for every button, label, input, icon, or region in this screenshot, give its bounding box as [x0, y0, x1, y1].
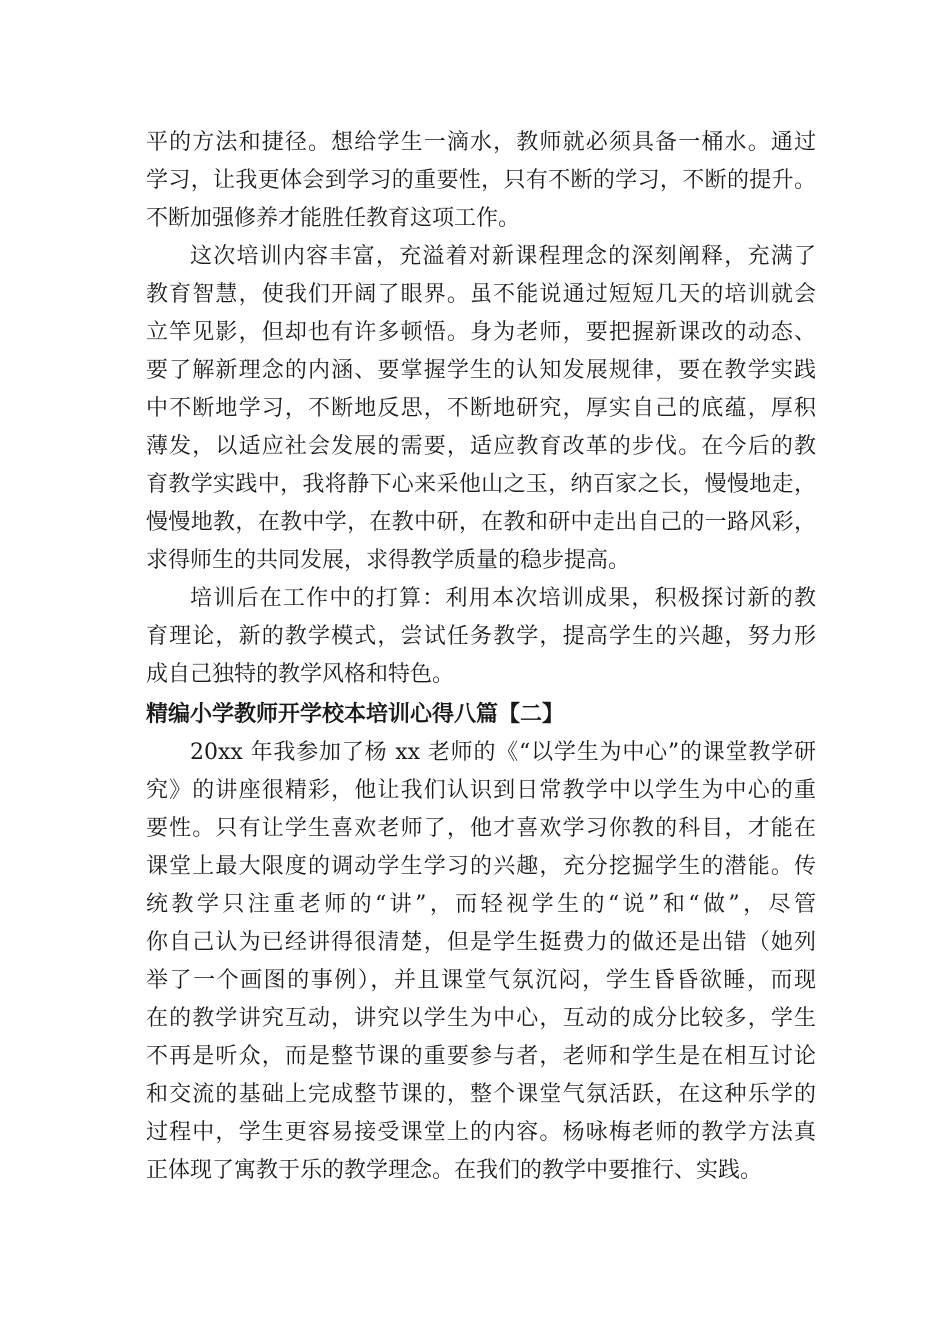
- section-heading: 精编小学教师开学校本培训心得八篇【二】: [146, 702, 565, 727]
- paragraph-1-line-1: 平的方法和捷径。想给学生一滴水，教师就必须具备一桶水。通过: [146, 130, 816, 155]
- paragraph-4-line-7: 举了一个画图的事例），并且课堂气氛沉闷，学生昏昏欲睡，而现: [146, 968, 816, 993]
- paragraph-1-line-3: 不断加强修养才能胜任教育这项工作。: [146, 206, 521, 231]
- paragraph-4-line-4: 课堂上最大限度的调动学生学习的兴趣，充分挖掘学生的潜能。传: [146, 854, 816, 879]
- paragraph-4-line-11: 过程中，学生更容易接受课堂上的内容。杨咏梅老师的教学方法真: [146, 1120, 816, 1145]
- paragraph-2-line-2: 教育智慧，使我们开阔了眼界。虽不能说通过短短几天的培训就会: [146, 282, 816, 307]
- paragraph-4-line-6: 你自己认为已经讲得很清楚，但是学生挺费力的做还是出错（她列: [146, 930, 816, 955]
- paragraph-2-line-4: 要了解新理念的内涵、要掌握学生的认知发展规律，要在教学实践: [146, 358, 816, 383]
- paragraph-2-line-6: 薄发，以适应社会发展的需要，适应教育改革的步伐。在今后的教: [146, 434, 816, 459]
- paragraph-3-line-2: 育理论，新的教学模式，尝试任务教学，提高学生的兴趣，努力形: [146, 624, 816, 649]
- paragraph-4-line-10: 和交流的基础上完成整节课的，整个课堂气氛活跃，在这种乐学的: [146, 1082, 816, 1107]
- paragraph-1-line-2: 学习，让我更体会到学习的重要性，只有不断的学习，不断的提升。: [146, 168, 816, 193]
- paragraph-2-line-8: 慢慢地教，在教中学，在教中研，在教和研中走出自己的一路风彩，: [146, 510, 816, 535]
- paragraph-4-line-8: 在的教学讲究互动，讲究以学生为中心，互动的成分比较多，学生: [146, 1006, 816, 1031]
- paragraph-4-line-12: 正体现了寓教于乐的教学理念。在我们的教学中要推行、实践。: [146, 1158, 763, 1183]
- paragraph-2-line-7: 育教学实践中，我将静下心来采他山之玉，纳百家之长，慢慢地走，: [146, 472, 816, 497]
- paragraph-4-line-3: 要性。只有让学生喜欢老师了，他才喜欢学习你教的科目，才能在: [146, 816, 816, 841]
- paragraph-4-line-5: 统教学只注重老师的“讲”，而轻视学生的“说”和“做”，尽管: [146, 892, 816, 917]
- paragraph-4-line-1: 20xx 年我参加了杨 xx 老师的《“以学生为中心”的课堂教学研: [190, 740, 816, 765]
- paragraph-2-line-5: 中不断地学习，不断地反思，不断地研究，厚实自己的底蕴，厚积: [146, 396, 816, 421]
- paragraph-3-line-3: 成自己独特的教学风格和特色。: [146, 662, 455, 687]
- paragraph-4-line-2: 究》的讲座很精彩，他让我们认识到日常教学中以学生为中心的重: [146, 778, 816, 803]
- paragraph-2-line-9: 求得师生的共同发展，求得教学质量的稳步提高。: [146, 548, 631, 573]
- paragraph-4-line-9: 不再是听众，而是整节课的重要参与者，老师和学生是在相互讨论: [146, 1044, 816, 1069]
- paragraph-2-line-3: 立竿见影，但却也有许多顿悟。身为老师，要把握新课改的动态、: [146, 320, 816, 345]
- paragraph-3-line-1: 培训后在工作中的打算：利用本次培训成果，积极探讨新的教: [190, 586, 816, 611]
- paragraph-2-line-1: 这次培训内容丰富，充溢着对新课程理念的深刻阐释，充满了: [190, 244, 816, 269]
